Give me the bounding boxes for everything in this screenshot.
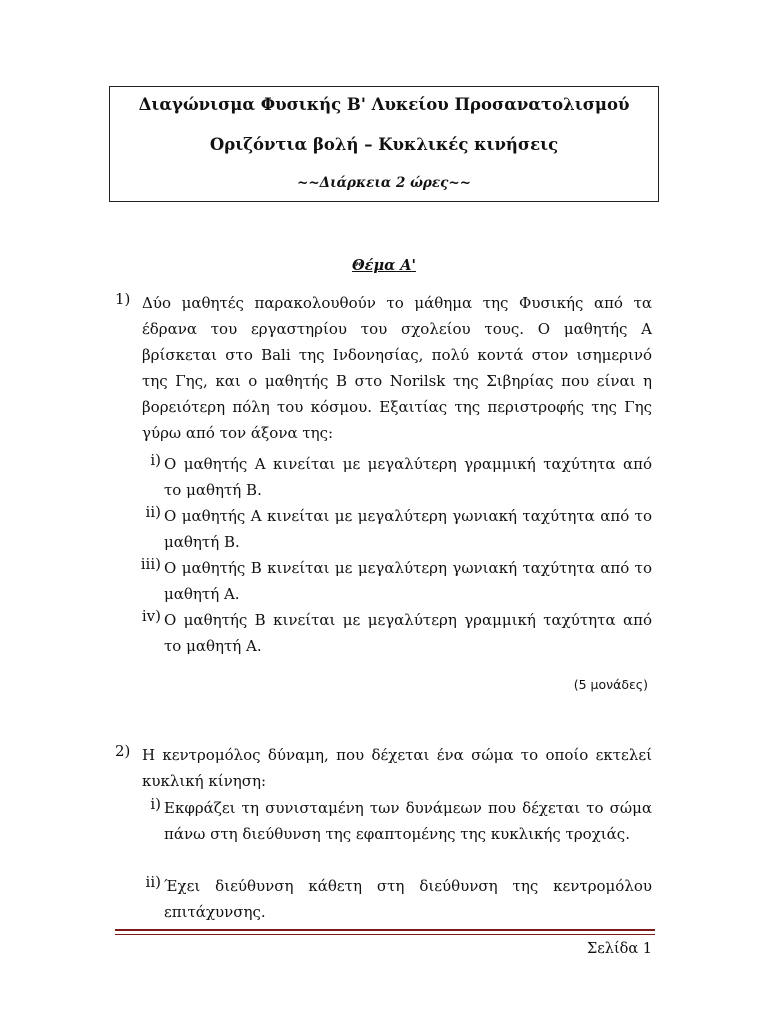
answer-option bbox=[135, 451, 652, 503]
option-label: iii) bbox=[140, 555, 161, 573]
exam-duration: ~~Διάρκεια 2 ώρες~~ bbox=[297, 175, 471, 191]
option-text: Ο μαθητής Β κινείται με μεγαλύτερη γωνιακή ταχύτητα από το μαθητή Α. bbox=[164, 559, 652, 603]
title-box bbox=[109, 86, 659, 202]
document-subtitle: Οριζόντια βολή – Κυκλικές κινήσεις bbox=[209, 135, 559, 154]
question-1 bbox=[115, 290, 652, 446]
option-text: Έχει διεύθυνση κάθετη στη διεύθυνση της κεντρομόλου επιτάχυνσης. bbox=[164, 877, 652, 921]
option-text: Εκφράζει τη συνισταμένη των δυνάμεων που δέχεται το σώμα πάνω στη διεύθυνση της εφαπτομένης της κυκλικής τροχιάς. bbox=[164, 799, 652, 843]
question-number: 1) bbox=[115, 290, 131, 308]
option-label: i) bbox=[150, 451, 161, 469]
answer-option bbox=[135, 607, 652, 659]
footer-divider bbox=[115, 929, 655, 931]
option-label: ii) bbox=[145, 503, 161, 521]
option-text: Ο μαθητής Α κινείται με μεγαλύτερη γραμμική ταχύτητα από το μαθητή Β. bbox=[164, 455, 652, 499]
section-title: Θέμα Α' bbox=[352, 257, 416, 274]
option-text: Ο μαθητής Α κινείται με μεγαλύτερη γωνιακή ταχύτητα από το μαθητή Β. bbox=[164, 507, 652, 551]
option-label: ii) bbox=[145, 873, 161, 891]
answer-option bbox=[135, 873, 652, 925]
footer-divider-thin bbox=[115, 934, 655, 935]
question-text: Η κεντρομόλος δύναμη, που δέχεται ένα σώμα το οποίο εκτελεί κυκλική κίνηση: bbox=[142, 746, 652, 790]
question-text: Δύο μαθητές παρακολουθούν το μάθημα της Φυσικής από τα έδρανα του εργαστηρίου του σχολείου τους. Ο μαθητής Α βρίσκεται στο Bali της Ινδονησίας, πολύ κοντά στον ισημερινό της Γης, και ο μαθητής Β στο Norilsk της Σιβηρίας που είναι η βορειότερη πόλη του κόσμου. Εξαιτίας της περιστροφής της Γης γύρω από τον άξονα της: bbox=[142, 294, 652, 442]
option-label: iv) bbox=[141, 607, 161, 625]
question-2 bbox=[115, 742, 652, 794]
option-text: Ο μαθητής Β κινείται με μεγαλύτερη γραμμική ταχύτητα από το μαθητή Α. bbox=[164, 611, 652, 655]
marks-label: (5 μονάδες) bbox=[573, 677, 648, 692]
option-label: i) bbox=[150, 795, 161, 813]
document-title: Διαγώνισμα Φυσικής Β' Λυκείου Προσανατολισμού bbox=[138, 95, 630, 114]
answer-option bbox=[135, 795, 652, 847]
page-number: Σελίδα 1 bbox=[587, 941, 652, 957]
answer-option bbox=[135, 503, 652, 555]
answer-option bbox=[135, 555, 652, 607]
question-number: 2) bbox=[115, 742, 131, 760]
